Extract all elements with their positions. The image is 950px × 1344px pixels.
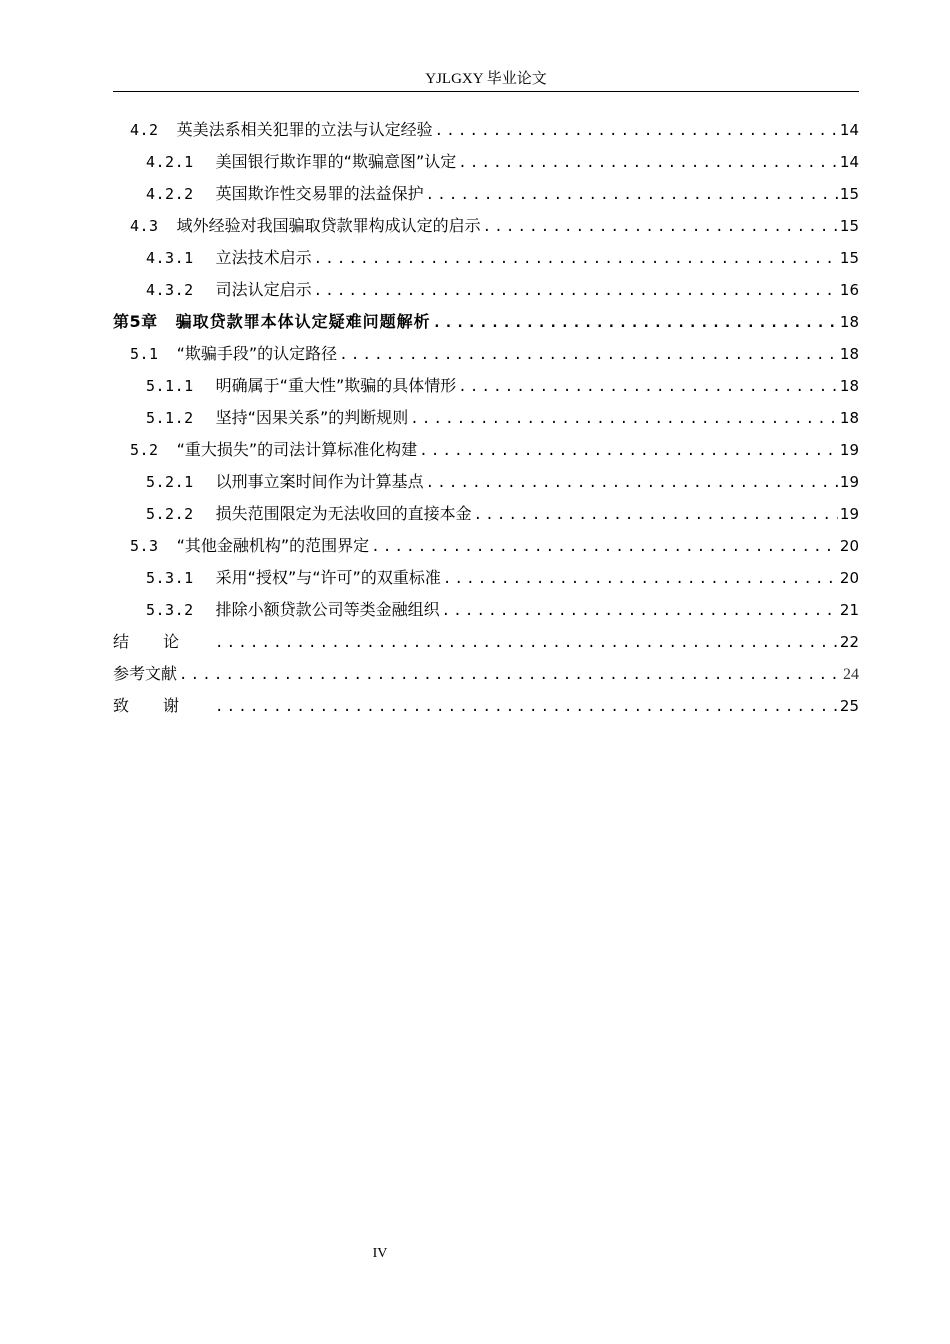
dot-leader: [442, 595, 838, 627]
toc-title: 司法认定启示: [215, 280, 312, 299]
toc-title: 立法技术启示: [215, 248, 312, 267]
toc-page-number: 20: [839, 537, 859, 555]
toc-page-number: 19: [839, 473, 859, 491]
toc-number: 4.3: [130, 217, 159, 235]
toc-title: 致谢: [113, 696, 214, 715]
toc-entry-5-2-2[interactable]: [113, 498, 859, 530]
dot-leader: [419, 435, 838, 467]
toc-title: “欺骗手段”的认定路径: [176, 344, 338, 363]
toc-title: 骗取贷款罪本体认定疑难问题解析: [175, 312, 431, 331]
dot-leader: [433, 307, 838, 339]
dot-leader: [426, 467, 838, 499]
toc-number: 5.2: [130, 441, 159, 459]
toc-title: “其他金融机构”的范围界定: [176, 536, 370, 555]
toc-title: 英美法系相关犯罪的立法与认定经验: [176, 120, 433, 139]
toc-entry-5-2-1[interactable]: [113, 466, 859, 498]
toc-page-number: 22: [839, 633, 859, 651]
header-rule: [113, 91, 859, 92]
toc-title: 参考文献: [113, 664, 178, 683]
dot-leader: [339, 339, 838, 371]
dot-leader: [435, 115, 838, 147]
dot-leader: [410, 403, 838, 435]
toc-number: 5.3: [130, 537, 159, 555]
toc-number: 4.2.2: [146, 185, 194, 203]
toc-page-number: 21: [839, 601, 859, 619]
toc-number: 5.1: [130, 345, 159, 363]
toc-entry-4-2-2[interactable]: [113, 178, 859, 210]
toc-title: 明确属于“重大性”欺骗的具体情形: [215, 376, 457, 395]
page-number-footer: IV: [372, 1246, 388, 1261]
toc-entry-5-3-2[interactable]: [113, 594, 859, 626]
toc-title: 美国银行欺诈罪的“欺骗意图”认定: [215, 152, 457, 171]
dot-leader: [215, 627, 838, 659]
toc-number: 5.1.1: [146, 377, 194, 395]
dot-leader: [314, 275, 838, 307]
toc-title: 采用“授权”与“许可”的双重标准: [215, 568, 441, 587]
dot-leader: [458, 147, 838, 179]
toc-page-number: 20: [839, 569, 859, 587]
toc-page-number: 18: [839, 377, 859, 395]
toc-entry-references[interactable]: [113, 658, 859, 690]
toc-title: 排除小额贷款公司等类金融组织: [215, 600, 440, 619]
toc-number: 4.3.1: [146, 249, 194, 267]
dot-leader: [443, 563, 838, 595]
toc-number: 第5章: [113, 312, 158, 331]
toc-title: 以刑事立案时间作为计算基点: [215, 472, 424, 491]
toc-title: 结论: [113, 632, 214, 651]
toc-page-number: 15: [839, 249, 859, 267]
toc-entry-5-1-1[interactable]: [113, 370, 859, 402]
toc-entry-4-3-1[interactable]: [113, 242, 859, 274]
toc-page-number: 15: [839, 185, 859, 203]
toc-title: 域外经验对我国骗取贷款罪构成认定的启示: [176, 216, 481, 235]
page-header: YJLGXY 毕业论文: [425, 71, 547, 87]
dot-leader: [215, 691, 838, 723]
toc-page-number: 16: [839, 281, 859, 299]
dot-leader: [179, 659, 841, 691]
toc-entry-4-2-1[interactable]: [113, 146, 859, 178]
toc-entry-4-3-2[interactable]: [113, 274, 859, 306]
toc-number: 5.3.1: [146, 569, 194, 587]
dot-leader: [371, 531, 838, 563]
toc-entry-5-3[interactable]: [113, 530, 859, 562]
dot-leader: [474, 499, 838, 531]
dot-leader: [483, 211, 838, 243]
toc-entry-4-2[interactable]: [113, 114, 859, 146]
toc-entry-4-3[interactable]: [113, 210, 859, 242]
toc-entry-chapter-5[interactable]: [113, 306, 859, 338]
toc-page-number: 19: [839, 505, 859, 523]
toc-page-number: 14: [839, 121, 859, 139]
toc-page-number: 24: [843, 666, 859, 683]
toc-title: 损失范围限定为无法收回的直接本金: [215, 504, 472, 523]
toc-title: 坚持“因果关系”的判断规则: [215, 408, 409, 427]
dot-leader: [458, 371, 838, 403]
toc-title: “重大损失”的司法计算标准化构建: [176, 440, 418, 459]
toc-entry-acknowledgements[interactable]: [113, 690, 859, 722]
toc-entry-5-1[interactable]: [113, 338, 859, 370]
toc-entry-conclusion[interactable]: [113, 626, 859, 658]
table-of-contents: [113, 114, 859, 722]
toc-number: 5.1.2: [146, 409, 194, 427]
dot-leader: [426, 179, 838, 211]
toc-entry-5-3-1[interactable]: [113, 562, 859, 594]
toc-page-number: 18: [839, 345, 859, 363]
toc-number: 4.3.2: [146, 281, 194, 299]
toc-page-number: 25: [839, 697, 859, 715]
toc-number: 5.2.2: [146, 505, 194, 523]
toc-page-number: 18: [839, 313, 859, 331]
toc-page-number: 15: [839, 217, 859, 235]
toc-page-number: 14: [839, 153, 859, 171]
toc-page-number: 19: [839, 441, 859, 459]
toc-number: 4.2: [130, 121, 159, 139]
dot-leader: [314, 243, 838, 275]
toc-page-number: 18: [839, 409, 859, 427]
toc-number: 5.2.1: [146, 473, 194, 491]
toc-title: 英国欺诈性交易罪的法益保护: [215, 184, 424, 203]
toc-entry-5-1-2[interactable]: [113, 402, 859, 434]
toc-number: 4.2.1: [146, 153, 194, 171]
toc-number: 5.3.2: [146, 601, 194, 619]
toc-entry-5-2[interactable]: [113, 434, 859, 466]
